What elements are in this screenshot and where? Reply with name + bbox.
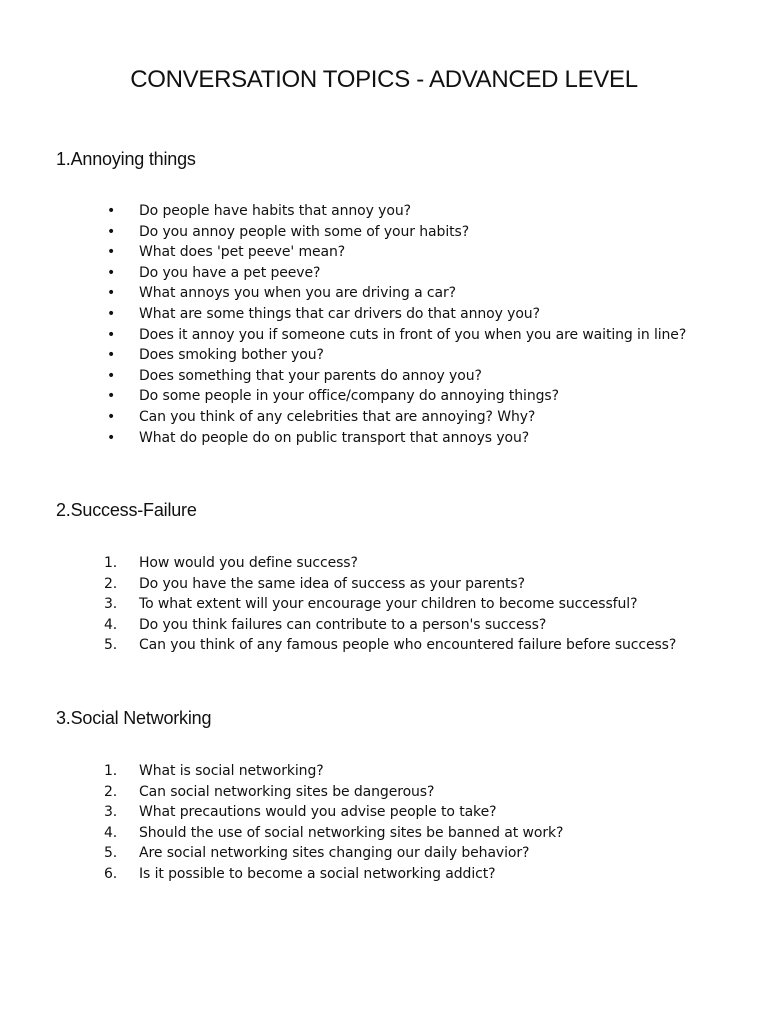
bullet-marker: • [107,367,116,384]
section-heading-success-failure: 2.Success-Failure [56,500,197,520]
list-item-text: Is it possible to become a social networking addict? [139,865,496,882]
list-item [104,782,704,803]
list-item [104,304,704,325]
list-item [104,761,704,782]
page-title: CONVERSATION TOPICS - ADVANCED LEVEL [130,66,638,93]
number-marker: 2. [104,783,118,800]
list-item-text: Can you think of any celebrities that are annoying? Why? [139,408,536,425]
number-marker: 5. [104,845,118,862]
bullet-marker: • [107,223,116,240]
bullet-marker: • [107,203,116,219]
list-item [104,823,704,844]
annoying-things-list [104,201,704,448]
list-item-text: Do you have the same idea of success as your parents? [139,575,525,592]
list-item-text: Should the use of social networking sites be banned at work? [139,824,564,841]
number-marker: 4. [104,616,118,633]
bullet-marker: • [107,429,116,446]
list-item-text: Do you annoy people with some of your habits? [139,223,470,240]
number-marker: 1. [104,763,118,779]
list-item-text: Does something that your parents do annoy you? [139,367,482,384]
list-item-text: Do you think failures can contribute to a person's success? [139,616,547,633]
list-item-text: What are some things that car drivers do that annoy you? [139,305,540,322]
social-networking-list [104,761,704,885]
section-heading-social-networking: 3.Social Networking [56,708,212,728]
list-item-text: Does smoking bother you? [139,347,324,364]
list-item [104,635,704,656]
list-item-text: Do you have a pet peeve? [139,264,321,281]
list-item [104,574,704,595]
list-item-text: Do some people in your office/company do annoying things? [139,388,559,405]
list-item [104,553,704,574]
bullet-marker: • [107,244,116,261]
list-item-text: Can social networking sites be dangerous? [139,783,435,800]
list-item [104,283,704,304]
number-marker: 4. [104,824,118,841]
list-item [104,864,704,885]
list-item [104,201,704,222]
number-marker: 1. [104,555,118,571]
list-item-text: What annoys you when you are driving a car? [139,285,456,302]
list-item [104,428,704,449]
list-item-text: What precautions would you advise people to take? [139,804,497,821]
list-item [104,407,704,428]
bullet-marker: • [107,326,116,343]
number-marker: 5. [104,637,118,654]
number-marker: 3. [104,804,118,821]
list-item-text: What does 'pet peeve' mean? [139,244,346,261]
list-item [104,802,704,823]
section-heading-annoying-things: 1.Annoying things [56,149,196,169]
list-item [104,386,704,407]
list-item [104,615,704,636]
list-item [104,242,704,263]
number-marker: 3. [104,596,118,613]
bullet-marker: • [107,408,116,425]
list-item [104,325,704,346]
list-item [104,263,704,284]
number-marker: 6. [104,865,118,882]
list-item [104,843,704,864]
bullet-marker: • [107,264,116,281]
list-item-text: What is social networking? [139,763,324,779]
list-item-text: Do people have habits that annoy you? [139,203,411,219]
list-item [104,594,704,615]
list-item-text: Does it annoy you if someone cuts in front of you when you are waiting in line? [139,326,687,343]
list-item-text: What do people do on public transport that annoys you? [139,429,530,446]
number-marker: 2. [104,575,118,592]
list-item-text: Can you think of any famous people who encountered failure before success? [139,637,677,654]
success-failure-list [104,553,704,656]
bullet-marker: • [107,388,116,405]
list-item [104,222,704,243]
bullet-marker: • [107,347,116,364]
list-item-text: Are social networking sites changing our daily behavior? [139,845,530,862]
list-item [104,345,704,366]
bullet-marker: • [107,305,116,322]
bullet-marker: • [107,285,116,302]
list-item-text: To what extent will your encourage your children to become successful? [139,596,638,613]
list-item-text: How would you define success? [139,555,358,571]
list-item [104,366,704,387]
